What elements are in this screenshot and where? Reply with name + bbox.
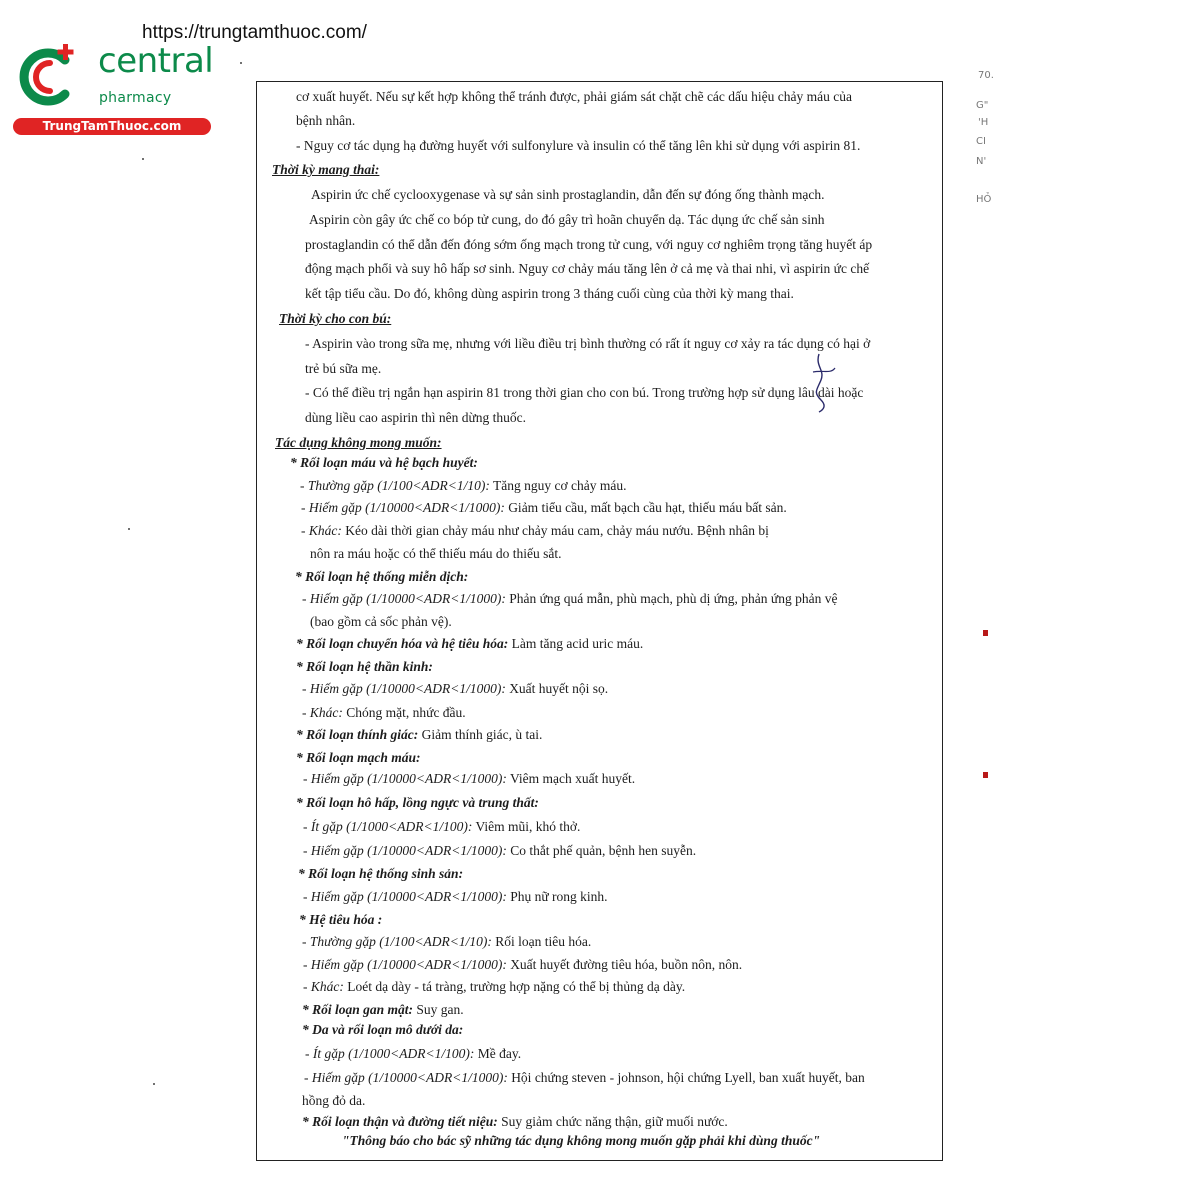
frequency-label: - Hiếm gặp (1/10000<ADR<1/1000): xyxy=(304,1070,508,1085)
metabolic-title: * Rối loạn chuyển hóa và hệ tiêu hóa: xyxy=(296,636,509,651)
margin-mark: HỎ xyxy=(976,194,992,205)
effect-text: Kéo dài thời gian chảy máu như chảy máu cam, chảy máu nướu. Bệnh nhân bị xyxy=(341,523,769,538)
lactation-line: - Aspirin vào trong sữa mẹ, nhưng với liều điều trị bình thường có rất ít nguy cơ xảy ra tác dụng có hại ở xyxy=(305,336,871,351)
frequency-label: - Hiếm gặp (1/10000<ADR<1/1000): xyxy=(302,591,506,606)
kidney-row xyxy=(302,1114,728,1130)
frequency-label: - Ít gặp (1/1000<ADR<1/100): xyxy=(303,819,473,834)
logo-name: central xyxy=(98,41,214,81)
margin-annotations xyxy=(970,60,1000,800)
source-url[interactable]: https://trungtamthuoc.com/ xyxy=(142,22,367,43)
frequency-label: - Khác: xyxy=(303,979,344,994)
frequency-label: - Hiếm gặp (1/10000<ADR<1/1000): xyxy=(303,771,507,786)
lactation-line: - Có thể điều trị ngắn hạn aspirin 81 trong thời gian cho con bú. Trong trường hợp sử dụng lâu dài hoặc xyxy=(305,385,864,400)
pregnancy-heading: Thời kỳ mang thai: xyxy=(272,162,380,177)
hearing-title: * Rối loạn thính giác: xyxy=(296,727,419,742)
gi-common xyxy=(302,934,591,950)
repro-rare xyxy=(303,889,608,905)
scan-dot xyxy=(142,158,144,160)
blood-title: * Rối loạn máu và hệ bạch huyết: xyxy=(290,455,478,470)
resp-uncommon xyxy=(303,819,580,835)
immune-rare-cont: (bao gồm cả sốc phản vệ). xyxy=(310,614,452,629)
repro-title: * Rối loạn hệ thống sinh sản: xyxy=(298,866,464,881)
margin-mark: 'H xyxy=(978,117,989,128)
blood-rare xyxy=(301,500,787,516)
metabolic-row xyxy=(296,636,643,652)
frequency-label: - Khác: xyxy=(302,705,343,720)
effect-text: Chóng mặt, nhức đầu. xyxy=(342,705,466,720)
gi-other xyxy=(303,979,685,995)
skin-uncommon xyxy=(305,1046,521,1062)
handwritten-mark xyxy=(805,352,845,414)
effect-text: Mề đay. xyxy=(474,1046,522,1061)
frequency-label: - Hiếm gặp (1/10000<ADR<1/1000): xyxy=(302,681,506,696)
logo-badge[interactable]: TrungTamThuoc.com xyxy=(13,118,211,135)
effect-text: Viêm mũi, khó thở. xyxy=(472,819,581,834)
vascular-title: * Rối loạn mạch máu: xyxy=(296,750,421,765)
skin-title: * Da và rối loạn mô dưới da: xyxy=(302,1022,464,1037)
margin-mark: N' xyxy=(976,156,987,167)
scan-dot xyxy=(240,62,242,64)
lactation-line: dùng liều cao aspirin thì nên dừng thuốc. xyxy=(305,410,527,425)
scan-dot xyxy=(153,1083,155,1085)
intro-line: - Nguy cơ tác dụng hạ đường huyết với sulfonylure và insulin có thể tăng lên khi sử dụng với aspirin 81. xyxy=(296,138,861,153)
blood-common xyxy=(300,478,627,494)
effect-text: Giảm tiểu cầu, mất bạch cầu hạt, thiếu máu bất sản. xyxy=(504,500,787,515)
intro-line: bệnh nhân. xyxy=(296,113,356,128)
effect-text: Viêm mạch xuất huyết. xyxy=(506,771,636,786)
frequency-label: - Ít gặp (1/1000<ADR<1/100): xyxy=(305,1046,475,1061)
effect-text: Xuất huyết nội sọ. xyxy=(505,681,609,696)
adverse-heading: Tác dụng không mong muốn: xyxy=(275,435,442,450)
resp-title: * Rối loạn hô hấp, lồng ngực và trung thất: xyxy=(296,795,539,810)
frequency-label: - Hiếm gặp (1/10000<ADR<1/1000): xyxy=(301,500,505,515)
pregnancy-line: kết tập tiểu cầu. Do đó, không dùng aspirin trong 3 tháng cuối cùng của thời kỳ mang thai. xyxy=(305,286,794,301)
pregnancy-line: Aspirin ức chế cyclooxygenase và sự sản sinh prostaglandin, dẫn đến sự đóng ống thành mạch. xyxy=(311,187,825,202)
frequency-label: - Hiếm gặp (1/10000<ADR<1/1000): xyxy=(303,957,507,972)
effect-text: Phụ nữ rong kinh. xyxy=(506,889,608,904)
pregnancy-line: prostaglandin có thể dẫn đến đóng sớm ống mạch trong tử cung, với nguy cơ nghiêm trọng tăng huyết áp xyxy=(305,237,873,252)
vascular-rare xyxy=(303,771,635,787)
frequency-label: - Khác: xyxy=(301,523,342,538)
logo-subtitle: pharmacy xyxy=(99,90,172,106)
logo-ring-icon xyxy=(10,40,84,114)
effect-text: Loét dạ dày - tá tràng, trường hợp nặng có thể bị thủng dạ dày. xyxy=(343,979,686,994)
gi-title: * Hệ tiêu hóa : xyxy=(299,912,383,927)
frequency-label: - Hiếm gặp (1/10000<ADR<1/1000): xyxy=(303,889,507,904)
skin-rare xyxy=(304,1070,865,1086)
effect-text: Làm tăng acid uric máu. xyxy=(508,636,644,651)
margin-mark: G" xyxy=(976,100,989,111)
effect-text: Rối loạn tiêu hóa. xyxy=(491,934,592,949)
pregnancy-line: Aspirin còn gây ức chế co bóp tử cung, do đó gây trì hoãn chuyển dạ. Tác dụng ức chế sản sinh xyxy=(309,212,825,227)
red-margin-mark xyxy=(983,630,988,636)
neuro-other xyxy=(302,705,466,721)
hearing-row xyxy=(296,727,542,743)
blood-other-cont: nôn ra máu hoặc có thể thiếu máu do thiếu sắt. xyxy=(310,546,562,561)
margin-mark: CI xyxy=(976,136,986,147)
effect-text: Xuất huyết đường tiêu hóa, buồn nôn, nôn. xyxy=(506,957,743,972)
effect-text: Tăng nguy cơ chảy máu. xyxy=(489,478,627,493)
neuro-rare xyxy=(302,681,608,697)
gi-rare xyxy=(303,957,742,973)
kidney-title: * Rối loạn thận và đường tiết niệu: xyxy=(302,1114,498,1129)
skin-rare-cont: hồng đỏ da. xyxy=(302,1093,366,1108)
effect-text: Co thắt phế quản, bệnh hen suyễn. xyxy=(506,843,697,858)
frequency-label: - Thường gặp (1/100<ADR<1/10): xyxy=(302,934,492,949)
liver-title: * Rối loạn gan mật: xyxy=(302,1002,414,1017)
immune-rare xyxy=(302,591,837,607)
intro-line: cơ xuất huyết. Nếu sự kết hợp không thể tránh được, phải giám sát chặt chẽ các dấu hiệu chảy máu của xyxy=(296,89,852,104)
immune-title: * Rối loạn hệ thống miễn dịch: xyxy=(295,569,469,584)
effect-text: Hội chứng steven - johnson, hội chứng Lyell, ban xuất huyết, ban xyxy=(507,1070,865,1085)
liver-row xyxy=(302,1002,464,1018)
lactation-line: trẻ bú sữa mẹ. xyxy=(305,361,382,376)
margin-mark: 70. xyxy=(978,70,994,81)
effect-text: Giảm thính giác, ù tai. xyxy=(418,727,543,742)
lactation-heading: Thời kỳ cho con bú: xyxy=(279,311,392,326)
blood-other xyxy=(301,523,769,539)
effect-text: Suy gan. xyxy=(413,1002,464,1017)
red-margin-mark xyxy=(983,772,988,778)
effect-text: Phản ứng quá mẫn, phù mạch, phù dị ứng, phản ứng phản vệ xyxy=(505,591,838,606)
central-pharmacy-logo xyxy=(10,40,215,136)
effect-text: Suy giảm chức năng thận, giữ muối nước. xyxy=(497,1114,728,1129)
resp-rare xyxy=(303,843,696,859)
scan-dot xyxy=(128,528,130,530)
frequency-label: - Thường gặp (1/100<ADR<1/10): xyxy=(300,478,490,493)
frequency-label: - Hiếm gặp (1/10000<ADR<1/1000): xyxy=(303,843,507,858)
neuro-title: * Rối loạn hệ thần kinh: xyxy=(296,659,433,674)
doctor-notice: "Thông báo cho bác sỹ những tác dụng không mong muốn gặp phải khi dùng thuốc" xyxy=(342,1133,821,1148)
pregnancy-line: động mạch phổi và suy hô hấp sơ sinh. Nguy cơ chảy máu tăng lên ở cả mẹ và thai nhi, vì aspirin ức chế xyxy=(305,261,870,276)
